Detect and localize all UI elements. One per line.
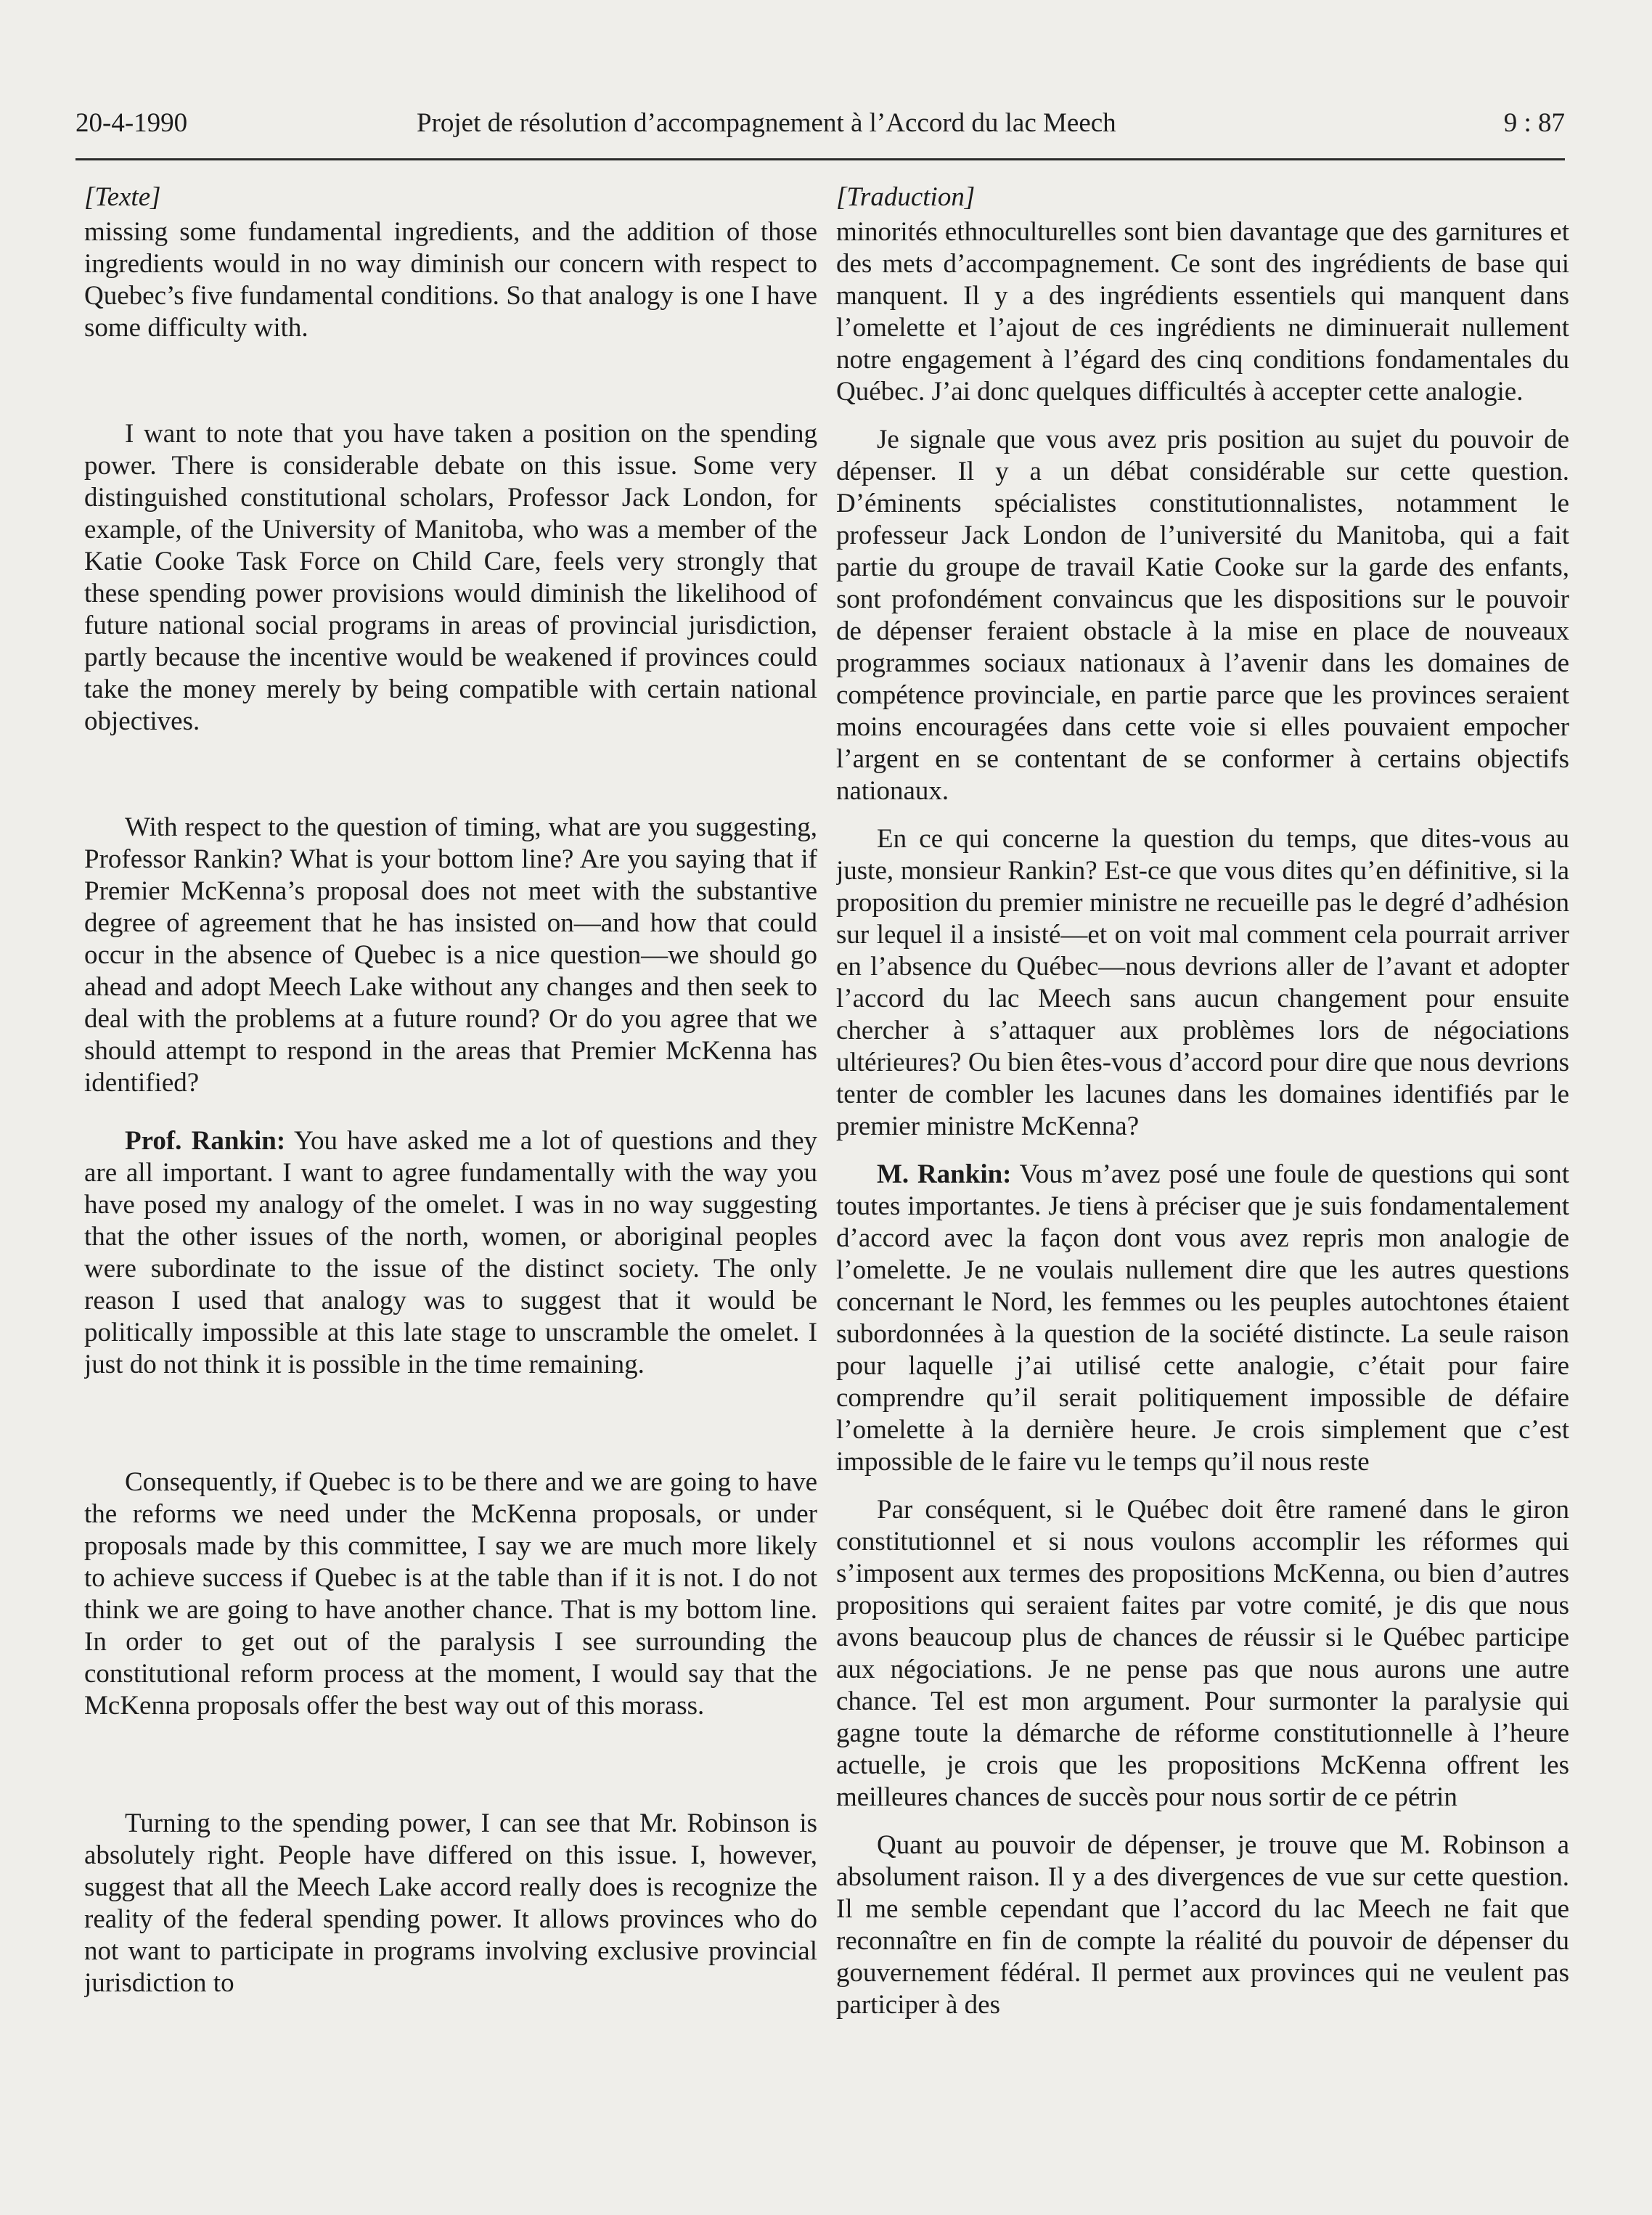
english-column	[84, 181, 817, 2185]
paragraph: Consequently, if Quebec is to be there and we are going to have the reforms we need under the McKenna proposals, or under proposals made by this committee, I say we are much more likely to achieve success if Quebec is at the table than if it is not. I do not think we are going to have another chance. That is my bottom line. In order to get out of the paralysis I see surrounding the constitutional reform process at the moment, I would say that the McKenna proposals offer the best way out of this morass.	[84, 1467, 817, 1721]
paragraph-speaker	[84, 1125, 817, 1381]
speaker-name: M. Rankin:	[877, 1159, 1012, 1189]
paragraph: Turning to the spending power, I can see that Mr. Robinson is absolutely right. People have differed on this issue. I, however, suggest that all the Meech Lake accord really does is recognize the reality of the federal spending power. It allows provinces who do not want to participate in programs involving exclusive provincial jurisdiction to	[84, 1808, 817, 1998]
paragraph: Par conséquent, si le Québec doit être ramené dans le giron constitutionnel et si nous voulons accomplir les réformes qui s’imposent aux termes des propositions McKenna, ou bien d’autres propositions qui seraient faites par votre comité, je dis que nous avons beaucoup plus de chances de réussir si le Québec participe aux négociations. Je ne pense pas que nous aurons une autre chance. Tel est mon argument. Pour surmonter la paralysie qui gagne toute la démarche de réforme constitutionnelle à l’heure actuelle, je crois que les propositions McKenna offrent les meilleures chances de succès pour nous sortir de ce pétrin	[836, 1495, 1569, 1812]
paragraph: I want to note that you have taken a position on the spending power. There is considerable debate on this issue. Some very distinguished constitutional scholars, Professor Jack London, for example, of the University of Manitoba, who was a member of the Katie Cooke Task Force on Child Care, feels very strongly that these spending power provisions would diminish the likelihood of future national social programs in areas of provincial jurisdiction, partly because the incentive would be weakened if provinces could take the money merely by being compatible with certain national objectives.	[84, 419, 817, 736]
paragraph-speaker	[836, 1159, 1569, 1478]
paragraph: En ce qui concerne la question du temps, que dites-vous au juste, monsieur Rankin? Est-ce que vous dites qu’en définitive, si la proposition du premier ministre ne recueille pas le degré d’adhésion sur lequel il a insisté—et on voit mal comment cela pourrait arriver en l’absence du Québec—nous devrions aller de l’avant et adopter l’accord du lac Meech sans aucun changement pour ensuite chercher à s’attaquer aux problèmes lors de négociations ultérieures? Ou bien êtes-vous d’accord pour dire que nous devrions tenter de combler les lacunes dans les domaines identifiés par le premier ministre McKenna?	[836, 824, 1569, 1141]
header-title: Projet de résolution d’accompagnement à l’Accord du lac Meech	[417, 108, 1116, 138]
header-page-number: 9 : 87	[1503, 108, 1565, 138]
paragraph: With respect to the question of timing, what are you suggesting, Professor Rankin? What is your bottom line? Are you saying that if Premier McKenna’s proposal does not meet with the substantive degree of agreement that he has insisted on—and how that could occur in the absence of Quebec is a nice question—we should go ahead and adopt Meech Lake without any changes and then seek to deal with the problems at a future round? Or do you agree that we should attempt to respond in the areas that Premier McKenna has identified?	[84, 812, 817, 1098]
paragraph: Quant au pouvoir de dépenser, je trouve que M. Robinson a absolument raison. Il y a des divergences de vue sur cette question. Il me semble cependant que l’accord du lac Meech ne fait que reconnaître en fin de compte la réalité du pouvoir de dépenser du gouvernement fédéral. Il permet aux provinces qui ne veulent pas participer à des	[836, 1830, 1569, 2020]
page-header	[75, 107, 1565, 151]
header-rule	[75, 158, 1565, 160]
column-tag-texte: [Texte]	[84, 182, 161, 212]
paragraph: minorités ethnoculturelles sont bien davantage que des garnitures et des mets d’accompagnement. Ce sont des ingrédients de base qui manquent. Il y a des ingrédients essentiels qui manquent dans l’omelette et l’ajout de ces ingrédients ne diminuerait nullement notre engagement à l’égard des cinq conditions fondamentales du Québec. J’ai donc quelques difficultés à accepter cette analogie.	[836, 217, 1569, 407]
header-date: 20-4-1990	[75, 108, 188, 138]
speaker-text: Vous m’avez posé une foule de questions qui sont toutes importantes. Je tiens à préciser que je suis fondamentalement d’accord avec la façon dont vous avez repris mon analogie de l’omelette. Je ne voulais nullement dire que les autres questions concernant le Nord, les femmes ou les peuples autochtones étaient subordonnées à la question de la société distincte. La seule raison pour laquelle j’ai utilisé cette analogie, c’était pour faire comprendre qu’il serait politiquement impossible de défaire l’omelette à la dernière heure. Je crois simplement que c’est impossible de le faire vu le temps qu’il nous reste	[836, 1159, 1569, 1477]
paragraph: missing some fundamental ingredients, and the addition of those ingredients would in no way diminish our concern with respect to Quebec’s five fundamental conditions. So that analogy is one I have some difficulty with.	[84, 217, 817, 343]
speaker-text: You have asked me a lot of questions and they are all important. I want to agree fundamentally with the way you have posed my analogy of the omelet. I was in no way suggesting that the other issues of the north, women, or aboriginal peoples were subordinate to the issue of the distinct society. The only reason I used that analogy was to suggest that it would be politically impossible at this late stage to unscramble the omelet. I just do not think it is possible in the time remaining.	[84, 1126, 817, 1379]
speaker-name: Prof. Rankin:	[125, 1126, 286, 1156]
column-tag-traduction: [Traduction]	[836, 182, 976, 212]
paragraph: Je signale que vous avez pris position au sujet du pouvoir de dépenser. Il y a un débat considérable sur cette question. D’éminents spécialistes constitutionnalistes, notamment le professeur Jack London de l’université du Manitoba, qui a fait partie du groupe de travail Katie Cooke sur la garde des enfants, sont profondément convaincus que les dispositions sur le pouvoir de dépenser feraient obstacle à la mise en place de nouveaux programmes sociaux nationaux à l’avenir dans les domaines de compétence provinciale, en partie parce que les provinces seraient moins encouragées dans cette voie si elles pouvaient empocher l’argent en se contentant de se conformer à certains objectifs nationaux.	[836, 425, 1569, 806]
french-column	[836, 181, 1569, 2185]
